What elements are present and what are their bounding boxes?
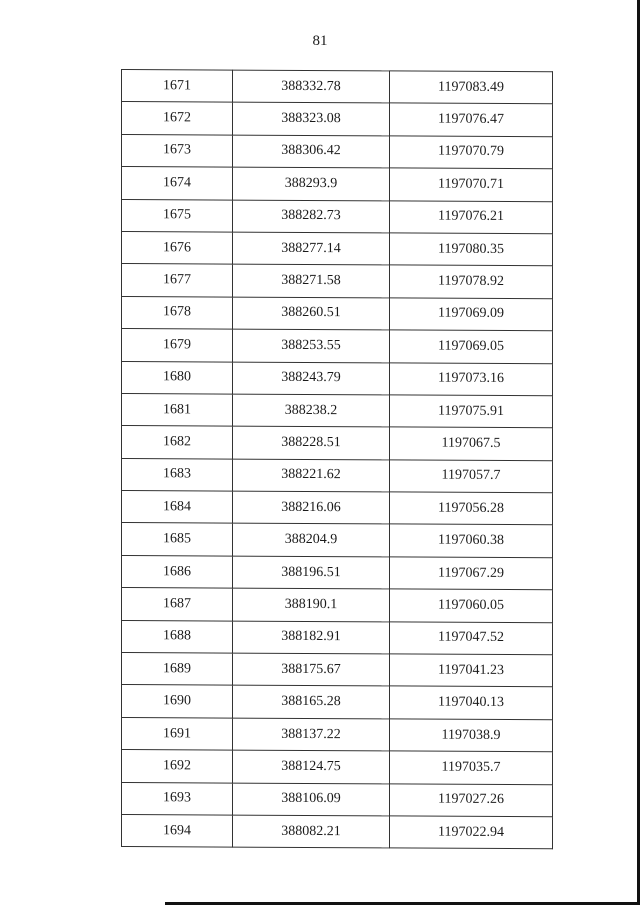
y-coordinate-cell: 1197083.49 [390,71,553,104]
table-body [122,70,553,850]
point-id-cell: 1674 [122,167,233,200]
table-row [122,231,553,266]
x-coordinate-cell: 388165.28 [233,686,390,719]
x-coordinate-cell: 388190.1 [233,588,390,621]
table-row [122,523,553,558]
point-id-cell: 1679 [122,329,233,362]
point-id-cell: 1673 [122,134,233,167]
y-coordinate-cell: 1197057.7 [390,460,553,493]
point-id-cell: 1693 [122,782,233,815]
y-coordinate-cell: 1197038.9 [390,719,553,752]
y-coordinate-cell: 1197075.91 [390,395,553,428]
point-id-cell: 1687 [122,588,233,621]
point-id-cell: 1678 [122,296,233,329]
y-coordinate-cell: 1197076.47 [390,103,553,136]
table-row [122,491,553,526]
point-id-cell: 1686 [122,555,233,588]
x-coordinate-cell: 388306.42 [233,135,390,168]
x-coordinate-cell: 388271.58 [233,264,390,297]
table-row [122,620,553,655]
table-row [122,717,553,752]
y-coordinate-cell: 1197047.52 [390,622,553,655]
y-coordinate-cell: 1197067.5 [390,427,553,460]
point-id-cell: 1689 [122,653,233,686]
table-row [122,588,553,623]
x-coordinate-cell: 388221.62 [233,459,390,492]
table-row [122,750,553,785]
table-row [122,296,553,331]
table-row [122,555,553,590]
table-row [122,782,553,817]
x-coordinate-cell: 388293.9 [233,167,390,200]
x-coordinate-cell: 388277.14 [233,232,390,265]
x-coordinate-cell: 388196.51 [233,556,390,589]
x-coordinate-cell: 388332.78 [233,70,390,103]
x-coordinate-cell: 388216.06 [233,491,390,524]
point-id-cell: 1680 [122,361,233,394]
page-number: 81 [312,33,328,49]
y-coordinate-cell: 1197022.94 [390,816,553,849]
point-id-cell: 1671 [122,70,233,103]
point-id-cell: 1683 [122,458,233,491]
y-coordinate-cell: 1197069.09 [390,298,553,331]
point-id-cell: 1682 [122,426,233,459]
x-coordinate-cell: 388082.21 [233,815,390,848]
point-id-cell: 1676 [122,231,233,264]
y-coordinate-cell: 1197060.05 [390,589,553,622]
point-id-cell: 1684 [122,491,233,524]
y-coordinate-cell: 1197080.35 [390,233,553,266]
table-row [122,653,553,688]
table-row [122,361,553,396]
point-id-cell: 1691 [122,717,233,750]
point-id-cell: 1672 [122,102,233,135]
y-coordinate-cell: 1197041.23 [390,654,553,687]
x-coordinate-cell: 388124.75 [233,750,390,783]
x-coordinate-cell: 388204.9 [233,524,390,557]
x-coordinate-cell: 388282.73 [233,200,390,233]
y-coordinate-cell: 1197027.26 [390,783,553,816]
y-coordinate-cell: 1197078.92 [390,265,553,298]
x-coordinate-cell: 388106.09 [233,783,390,816]
table-row [122,393,553,428]
table-row [122,426,553,461]
point-id-cell: 1685 [122,523,233,556]
point-id-cell: 1681 [122,393,233,426]
y-coordinate-cell: 1197040.13 [390,686,553,719]
point-id-cell: 1690 [122,685,233,718]
x-coordinate-cell: 388137.22 [233,718,390,751]
table-row [122,70,553,105]
table-row [122,167,553,202]
x-coordinate-cell: 388323.08 [233,102,390,135]
x-coordinate-cell: 388175.67 [233,653,390,686]
table-row [122,814,553,849]
table-row [122,264,553,299]
y-coordinate-cell: 1197067.29 [390,557,553,590]
x-coordinate-cell: 388238.2 [233,394,390,427]
table-row [122,458,553,493]
point-id-cell: 1675 [122,199,233,232]
y-coordinate-cell: 1197070.79 [390,136,553,169]
y-coordinate-cell: 1197060.38 [390,524,553,557]
point-id-cell: 1694 [122,814,233,847]
y-coordinate-cell: 1197073.16 [390,362,553,395]
y-coordinate-cell: 1197056.28 [390,492,553,525]
x-coordinate-cell: 388228.51 [233,426,390,459]
y-coordinate-cell: 1197076.21 [390,200,553,233]
x-coordinate-cell: 388243.79 [233,362,390,395]
table-row [122,685,553,720]
point-id-cell: 1677 [122,264,233,297]
table-row [122,199,553,234]
table-row [122,329,553,364]
y-coordinate-cell: 1197069.05 [390,330,553,363]
point-id-cell: 1688 [122,620,233,653]
table-row [122,134,553,169]
table-row [122,102,553,137]
y-coordinate-cell: 1197070.71 [390,168,553,201]
coordinate-table [121,69,553,850]
point-id-cell: 1692 [122,750,233,783]
x-coordinate-cell: 388182.91 [233,621,390,654]
x-coordinate-cell: 388260.51 [233,297,390,330]
y-coordinate-cell: 1197035.7 [390,751,553,784]
x-coordinate-cell: 388253.55 [233,329,390,362]
